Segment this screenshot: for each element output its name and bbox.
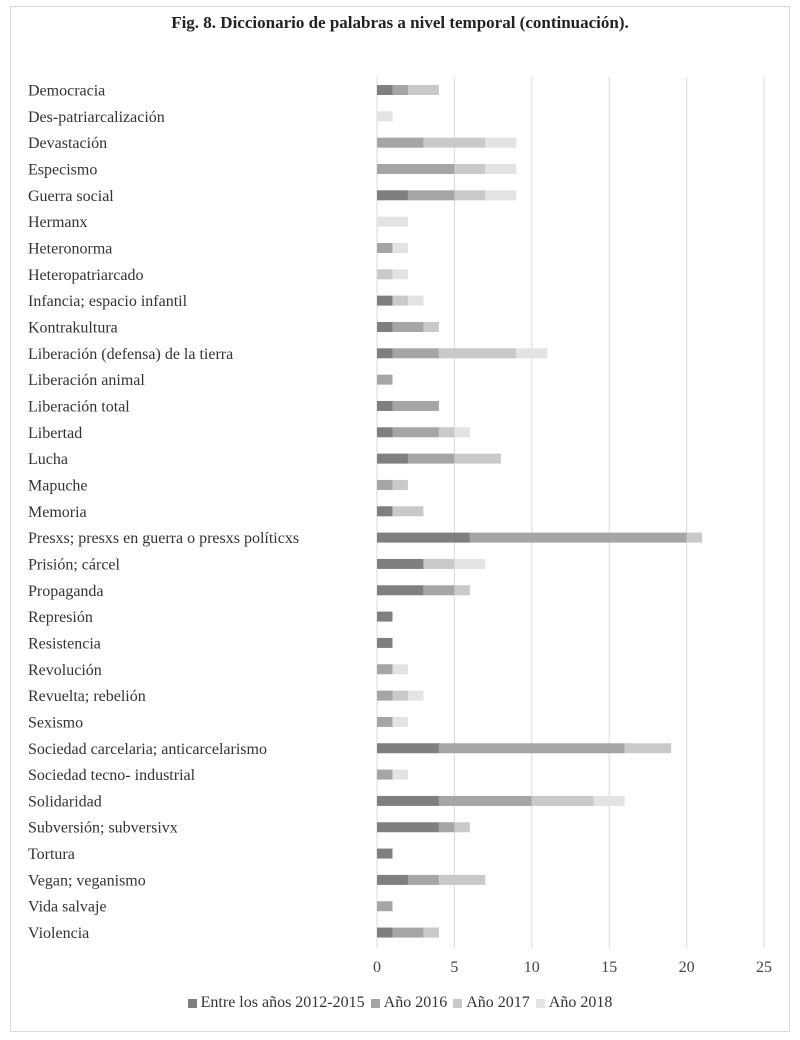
bar-segment-series-4: [485, 190, 516, 200]
bar-segment-series-3: [392, 480, 407, 490]
bar-segment-series-4: [377, 111, 392, 121]
bars: [377, 85, 702, 938]
bar-segment-series-2: [408, 875, 439, 885]
bar-segment-series-1: [377, 322, 392, 332]
bar-segment-series-2: [439, 822, 454, 832]
bar-segment-series-4: [408, 296, 423, 306]
bar-segment-series-1: [377, 638, 392, 648]
bar-segment-series-3: [439, 348, 516, 358]
bar-segment-series-2: [377, 164, 454, 174]
bar-segment-series-4: [392, 269, 407, 279]
bar-segment-series-4: [377, 217, 408, 227]
bar-segment-series-1: [377, 506, 392, 516]
bar-segment-series-3: [408, 85, 439, 95]
bar-segment-series-3: [454, 585, 469, 595]
category-label: Solidaridad: [28, 793, 102, 811]
category-label: Hermanx: [28, 214, 88, 232]
x-tick-label: 25: [756, 959, 772, 976]
bar-segment-series-3: [687, 533, 702, 543]
bar-segment-series-2: [377, 664, 392, 674]
category-label: Liberación (defensa) de la tierra: [28, 345, 234, 363]
bar-segment-series-2: [470, 533, 687, 543]
bar-segment-series-1: [377, 875, 408, 885]
legend-label: Año 2017: [466, 994, 530, 1011]
category-label: Infancia; espacio infantil: [28, 293, 188, 311]
bar-segment-series-2: [377, 691, 392, 701]
bar-segment-series-3: [423, 138, 485, 148]
category-label: Liberación total: [28, 398, 130, 416]
legend-item: [536, 994, 613, 1012]
bar-segment-series-4: [392, 717, 407, 727]
x-tick-label: 5: [450, 959, 459, 976]
x-tick-label: 10: [523, 959, 540, 976]
bar-segment-series-3: [423, 559, 454, 569]
bar-segment-series-4: [408, 691, 423, 701]
bar-segment-series-2: [392, 401, 438, 411]
bar-segment-series-3: [532, 796, 594, 806]
legend: [0, 994, 800, 1012]
category-label: Presxs; presxs en guerra o presxs políticxs: [28, 530, 300, 548]
x-tick-label: 0: [373, 959, 381, 976]
bar-segment-series-1: [377, 427, 392, 437]
bar-segment-series-1: [377, 743, 439, 753]
category-label: Violencia: [28, 925, 90, 943]
bar-segment-series-2: [392, 928, 423, 938]
bar-segment-series-1: [377, 612, 392, 622]
bar-segment-series-4: [485, 164, 516, 174]
bar-segment-series-4: [485, 138, 516, 148]
bar-segment-series-1: [377, 348, 392, 358]
category-label: Kontrakultura: [28, 319, 118, 337]
legend-label: Año 2016: [383, 994, 448, 1011]
bar-segment-series-1: [377, 296, 392, 306]
legend-label: Entre los años 2012-2015: [200, 994, 365, 1011]
bar-segment-series-2: [439, 796, 532, 806]
bar-segment-series-3: [392, 691, 407, 701]
bar-segment-series-1: [377, 85, 392, 95]
chart-title: Fig. 8. Diccionario de palabras a nivel temporal (continuación).: [171, 13, 629, 32]
category-label: Libertad: [28, 424, 83, 442]
bar-segment-series-3: [377, 269, 392, 279]
category-label: Heteropatriarcado: [28, 266, 144, 284]
bar-segment-series-2: [377, 243, 392, 253]
bar-segment-series-2: [439, 743, 625, 753]
bar-segment-series-2: [392, 427, 438, 437]
legend-swatch: [371, 999, 380, 1008]
category-label: Memoria: [28, 503, 87, 521]
category-label: Des-patriarcalización: [28, 108, 165, 126]
bar-segment-series-1: [377, 585, 423, 595]
bar-segment-series-1: [377, 401, 392, 411]
bar-segment-series-1: [377, 849, 392, 859]
bar-segment-series-2: [408, 454, 454, 464]
bar-segment-series-4: [516, 348, 547, 358]
legend-item: [371, 994, 448, 1012]
bar-segment-series-4: [392, 664, 407, 674]
bar-segment-series-1: [377, 533, 470, 543]
bar-segment-series-1: [377, 928, 392, 938]
category-label: Sociedad tecno- industrial: [28, 767, 196, 785]
bar-segment-series-1: [377, 796, 439, 806]
category-labels: [28, 83, 299, 943]
category-label: Sexismo: [28, 714, 84, 732]
legend-label: Año 2018: [548, 994, 613, 1011]
category-label: Liberación animal: [28, 372, 145, 390]
bar-segment-series-2: [377, 480, 392, 490]
category-label: Represión: [28, 609, 93, 627]
legend-item: [188, 994, 365, 1012]
bar-segment-series-2: [377, 901, 392, 911]
bar-segment-series-3: [423, 928, 438, 938]
bar-segment-series-2: [423, 585, 454, 595]
bar-segment-series-3: [454, 164, 485, 174]
legend-swatch: [453, 999, 462, 1008]
legend-swatch: [536, 999, 545, 1008]
bar-segment-series-2: [408, 190, 454, 200]
bar-segment-series-2: [392, 348, 438, 358]
category-label: Democracia: [28, 82, 106, 100]
bar-segment-series-3: [439, 875, 485, 885]
bar-segment-series-1: [377, 190, 408, 200]
bar-segment-series-3: [392, 296, 407, 306]
bar-segment-series-1: [377, 559, 423, 569]
legend-swatch: [188, 999, 197, 1008]
category-label: Revuelta; rebelión: [28, 688, 146, 706]
category-label: Tortura: [28, 846, 75, 864]
bar-segment-series-4: [594, 796, 625, 806]
category-label: Propaganda: [28, 582, 104, 600]
bar-segment-series-3: [454, 822, 469, 832]
bar-segment-series-2: [377, 717, 392, 727]
bar-segment-series-2: [377, 138, 423, 148]
bar-segment-series-4: [392, 243, 407, 253]
bar-segment-series-2: [377, 375, 392, 385]
category-label: Heteronorma: [28, 240, 113, 258]
bar-segment-series-2: [392, 322, 423, 332]
bar-segment-series-2: [377, 770, 392, 780]
bar-segment-series-3: [439, 427, 454, 437]
category-label: Sociedad carcelaria; anticarcelarismo: [28, 740, 267, 758]
bar-segment-series-3: [454, 454, 500, 464]
bar-segment-series-4: [454, 559, 485, 569]
bar-segment-series-3: [423, 322, 438, 332]
category-label: Vida salvaje: [28, 898, 107, 916]
x-axis-tick-labels: [373, 959, 772, 976]
bar-segment-series-4: [392, 770, 407, 780]
category-label: Especismo: [28, 161, 98, 179]
bar-segment-series-4: [454, 427, 469, 437]
x-tick-label: 20: [678, 959, 695, 976]
bar-segment-series-1: [377, 454, 408, 464]
category-label: Resistencia: [28, 635, 101, 653]
bar-segment-series-3: [392, 506, 423, 516]
bar-segment-series-2: [392, 85, 407, 95]
bar-segment-series-1: [377, 822, 439, 832]
category-label: Devastación: [28, 135, 108, 153]
category-label: Mapuche: [28, 477, 88, 495]
category-label: Prisión; cárcel: [28, 556, 120, 574]
category-label: Vegan; veganismo: [28, 872, 146, 890]
gridlines: [377, 77, 764, 948]
legend-item: [453, 994, 530, 1012]
category-label: Guerra social: [28, 187, 114, 205]
x-tick-label: 15: [601, 959, 618, 976]
category-label: Lucha: [28, 451, 68, 469]
category-label: Revolución: [28, 661, 102, 679]
bar-segment-series-3: [454, 190, 485, 200]
bar-segment-series-3: [625, 743, 671, 753]
category-label: Subversión; subversivx: [28, 819, 178, 837]
